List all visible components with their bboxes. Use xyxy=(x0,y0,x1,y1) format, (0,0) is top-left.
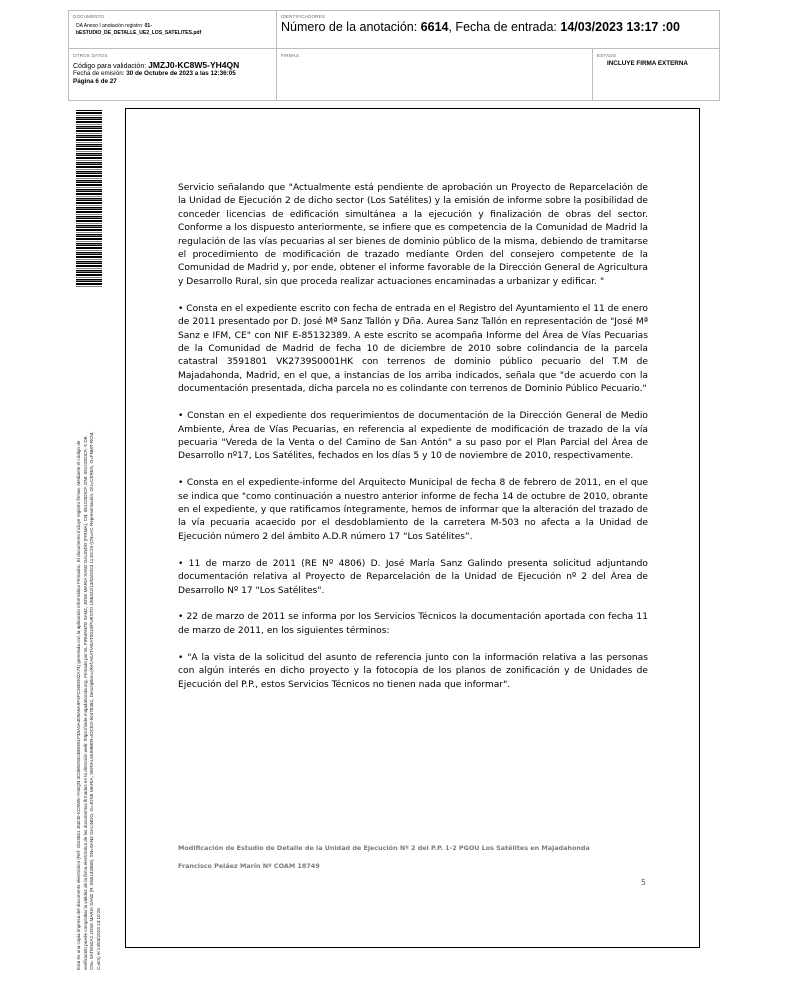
otros-datos-cell xyxy=(69,49,277,101)
entrada-date: 14/03/2023 13:17 :00 xyxy=(560,20,680,34)
firmas-cell xyxy=(277,49,593,101)
footer-title: Modificación de Estudio de Detalle de la Unidad de Ejecución Nº 2 del P.P. 1-2 PGOU Los Satélites en Majadahonda xyxy=(178,844,590,852)
identificadores-cell xyxy=(277,11,719,49)
pagina-count: Página 6 de 27 xyxy=(73,77,117,85)
firmas-label: FIRMAS xyxy=(281,53,300,58)
anotacion-number: 6614 xyxy=(420,20,449,34)
barcode-icon xyxy=(76,110,102,287)
paragraph: • Consta en el expediente-informe del Arquitecto Municipal de fecha 8 de febrero de 2011, en el que se indica que "como continuación a nuestro anterior informe de fecha 14 de octubre de 2010, obrante en el expediente, y que ratificamos íntegramente, hemos de informar que la alteración del trazado de la vía pecuaria acaecido por el desdoblamiento de la carretera M-503 no afecta a la Unidad de Ejecución número 2 del ámbito A.D.R número 17 “Los Satélites”. xyxy=(178,478,648,542)
otros-label: OTROS DATOS xyxy=(73,53,108,58)
documento-file xyxy=(73,23,272,36)
estado-label: ESTADO xyxy=(597,53,617,58)
anotacion-prefix: Número de la anotación: xyxy=(281,20,421,34)
emision-line xyxy=(73,70,272,77)
margin-line: Esta es una copia impresa del documento electrónico (Ref: 2524651 JMZJ0-KC8W5-YH4QN 3C0B929423BE551F35A0A4D6A6A9F4FC26ED02A74) generada con la aplicación informática Firmadoc. El documento incluye registro firmas. Mediante el código de xyxy=(76,440,81,970)
entrada-prefix: , Fecha de entrada: xyxy=(448,20,561,34)
codigo-validacion: JMZJ0-KC8W5-YH4QN xyxy=(148,60,240,70)
margin-line: C=ES) el 14/03/2023 13:10:25. xyxy=(95,906,101,970)
pagina-line xyxy=(73,78,272,85)
estado-value: INCLUYE FIRMA EXTERNA xyxy=(607,60,688,67)
documento-cell xyxy=(69,11,277,49)
paragraph: • Consta en el expediente escrito con fecha de entrada en el Registro del Ayuntamiento el 11 de enero de 2011 presentado por D. José Mª Sanz Tallón y Dña. Aurea Sanz Tallón en representación de "José Mª Sanz e IFM, CE" con NIF E-85132389. A este escrito se acompaña Informe del Área de Vías Pecuarias de la Comunidad de Madrid de fecha 10 de diciembre de 2010 sobre colindancia de la parcela catastral 3591801 VK2739S0001HK con terrenos de dominio público pecuario del T.M de Majadahonda, Madrid, en el que, a instancias de los arriba indicados, señala que "de acuerdo con la documentación presentada, dicha parcela no es colindante con terrenos de Dominio Público Pecuario." xyxy=(178,303,648,395)
documento-prefix: DA Anexo I anotación registro: xyxy=(76,23,145,29)
margin-legal-text xyxy=(76,294,102,970)
margin-line: verificación puede comprobar la validez de la firma electrónica de los documentos firmados en la dirección web: https://sede.majadahonda.org. Firmado por EL FIRMANTE SANZ, JOSE MARIA SANZ GALINDO (FIRMA), CN: 0512282ICF, DNI: 0512282ICF, S DE xyxy=(82,436,88,970)
paragraph: • "A la vista de la solicitud del asunto de referencia junto con la información relativa a las personas con algún interés en dicho proyecto y la fotocopia de los planos de zonificación y de Unidades de Ejecución del P.P., estos Servicios Técnicos no tienen nada que informar". xyxy=(178,652,648,690)
document-body xyxy=(178,182,648,706)
margin-line: CN= SATENZA2 JOSE MARIA SANZ (R: E85133389), SN=SANZ GALINDO, G=JOSE MARIA, SERIALNUMBER=IDCES-50478482, Description=(Ref:AEAT/AEAT0010/PUESTO 1/86322/13/03/2023 11:53:29 (CN=AC Representación, OU=CERES, O=FNMT-RCM, xyxy=(89,431,94,970)
documento-label: DOCUMENTO xyxy=(73,14,105,19)
paragraph: • 11 de marzo de 2011 (RE Nº 4806) D. José María Sanz Galindo presenta solicitud adjuntando documentación relativa al Proyecto de Reparcelación de la Unidad de Ejecución nº 2 del Área de Desarrollo Nº 17 "Los Satélites". xyxy=(178,558,648,596)
codigo-prefix: Código para validación: xyxy=(73,63,149,70)
anotacion-line xyxy=(281,20,715,35)
documento-filename: 01-bESTUDIO_DE_DETALLE_UE2_LOS_SATELITES.pdf xyxy=(76,23,202,36)
estado-cell xyxy=(593,49,719,101)
header-table xyxy=(68,10,720,101)
paragraph: • 22 de marzo de 2011 se informa por los Servicios Técnicos la documentación aportada con fecha 11 de marzo de 2011, en los siguientes términos: xyxy=(178,612,648,636)
emision-date: 30 de Octubre de 2023 a las 12:36:05 xyxy=(126,70,236,78)
emision-prefix: Fecha de emisión: xyxy=(73,70,127,78)
page-number: 5 xyxy=(641,878,646,887)
footer-author: Francisco Peláez Marín Nº COAM 18749 xyxy=(178,862,320,870)
paragraph: Servicio señalando que "Actualmente está pendiente de aprobación un Proyecto de Reparcelación de la Unidad de Ejecución 2 de dicho sector (Los Satélites) y la emisión de informe sobre la posibilidad de conceder licencias de edificación simultánea a la ejecución y finalización de obras del sector. Conforme a los dispuesto anteriormente, se infiere que es competencia de la Comunidad de Madrid la regulación de las vías pecuarias al ser bienes de dominio público de la misma, debiendo de tramitarse el procedimiento de modificación de trazado mediante Orden del consejero competente de la Comunidad de Madrid y, por ende, obtener el informe favorable de la Dirección General de Agricultura y Desarrollo Rural, sin que proceda realizar actuaciones encaminadas a urbanizar y edificar. " xyxy=(178,183,648,287)
codigo-line xyxy=(73,62,272,70)
paragraph: • Constan en el expediente dos requerimientos de documentación de la Dirección General de Medio Ambiente, Área de Vías Pecuarias, en referencia al expediente de modificación de trazado de la vía pecuaria "Vereda de la Venta o del Camino de San Antón" a su paso por el Plan Parcial del Área de Desarrollo nº17, Los Satélites, fechados en los días 5 y 10 de noviembre de 2010, respectivamente. xyxy=(178,411,648,462)
identificadores-label: IDENTIFICADORES xyxy=(281,14,326,19)
